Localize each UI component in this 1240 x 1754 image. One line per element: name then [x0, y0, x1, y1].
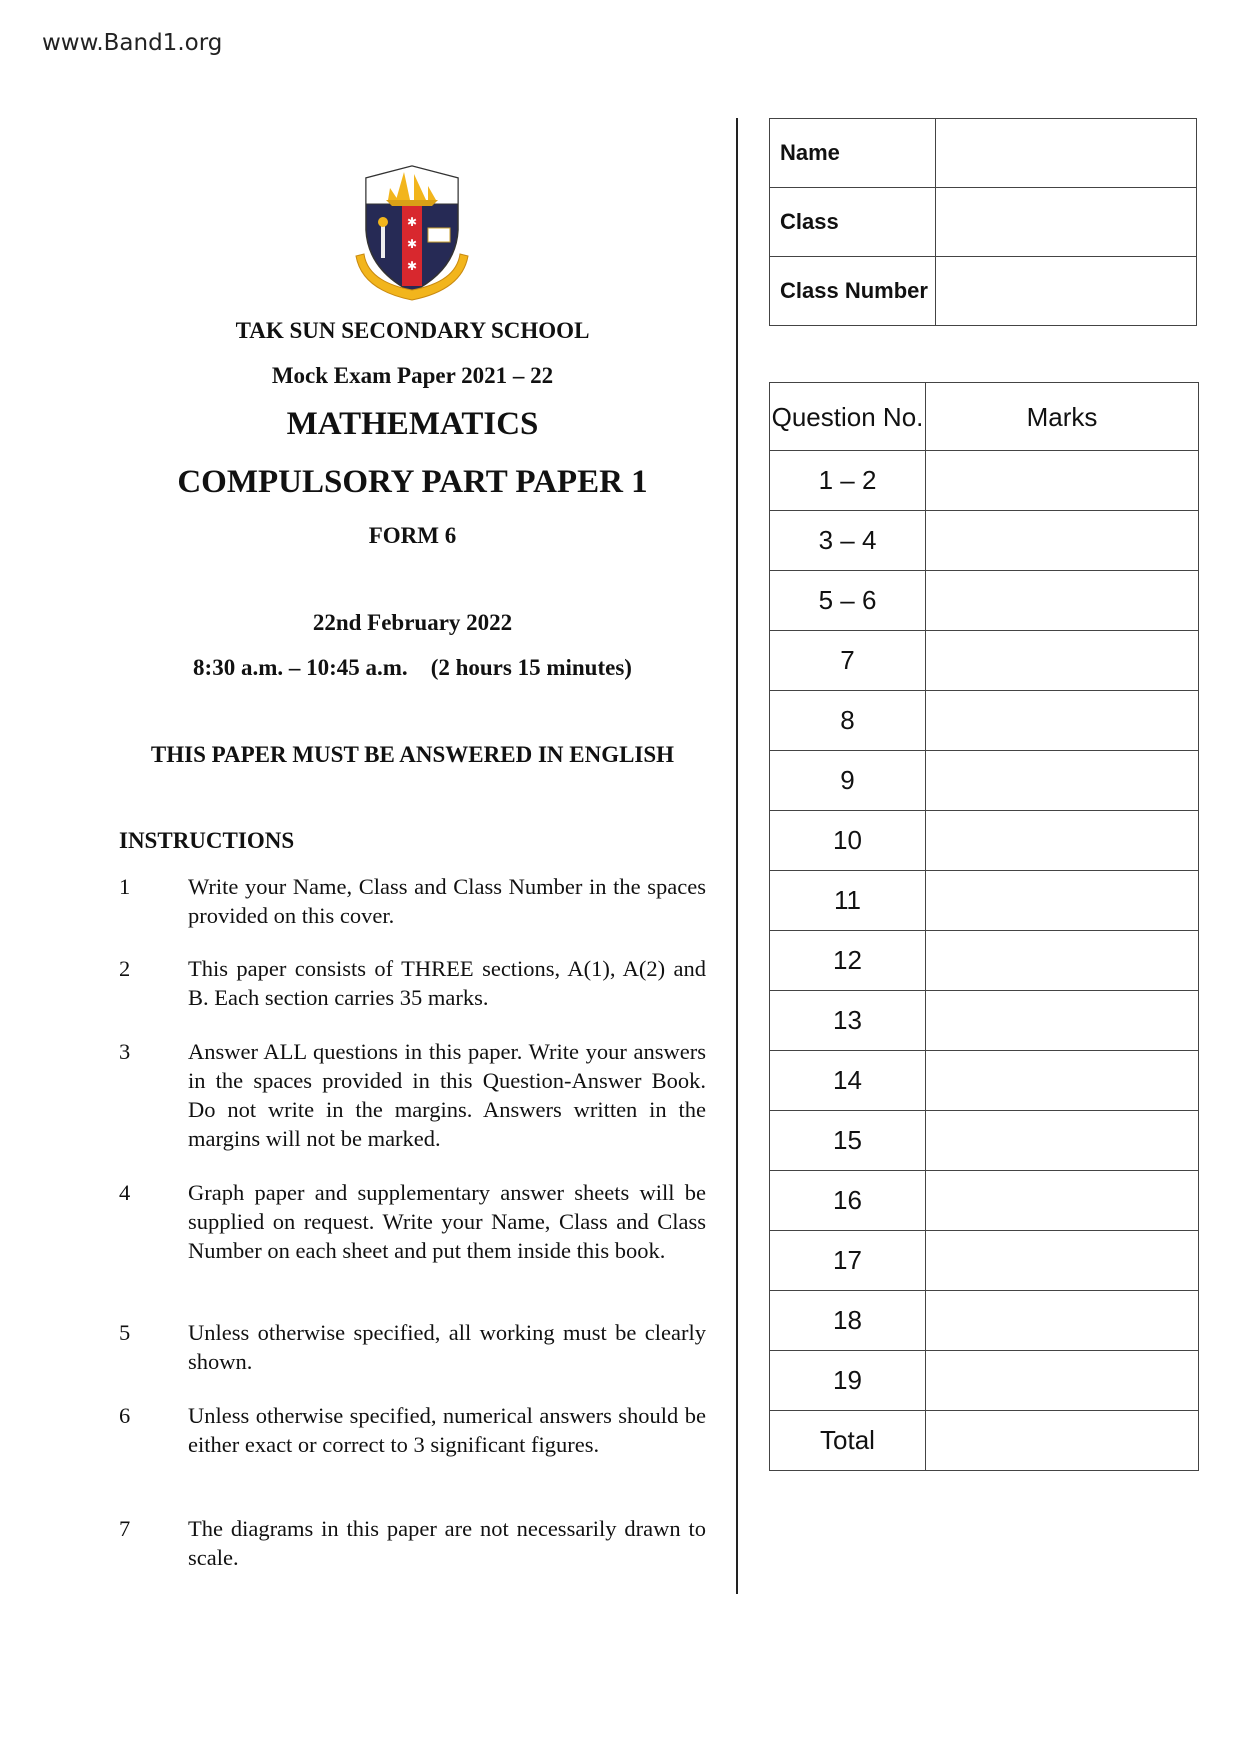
instruction-item	[119, 954, 706, 1012]
instruction-item	[119, 1037, 706, 1153]
question-number: 11	[770, 871, 926, 931]
marks-table	[769, 382, 1199, 1471]
instruction-item	[119, 1178, 706, 1265]
question-number: 7	[770, 631, 926, 691]
class-label: Class	[770, 188, 936, 257]
table-row	[770, 257, 1197, 326]
exam-date: 22nd February 2022	[312, 610, 513, 635]
table-header-row	[770, 383, 1199, 451]
name-field[interactable]	[936, 119, 1197, 188]
instruction-number: 6	[119, 1403, 131, 1428]
marks-cell[interactable]	[926, 1291, 1199, 1351]
svg-text:✱: ✱	[406, 215, 418, 229]
question-number: 5 – 6	[770, 571, 926, 631]
marks-cell[interactable]	[926, 871, 1199, 931]
subject-title: MATHEMATICS	[286, 406, 539, 442]
table-row	[770, 691, 1199, 751]
class-field[interactable]	[936, 188, 1197, 257]
instruction-item	[119, 872, 706, 930]
instruction-text: Unless otherwise specified, all working must be clearly shown.	[188, 1320, 706, 1374]
instruction-text: The diagrams in this paper are not necessarily drawn to scale.	[188, 1516, 706, 1570]
marks-cell[interactable]	[926, 1051, 1199, 1111]
instruction-item	[119, 1318, 706, 1376]
instruction-text: This paper consists of THREE sections, A(1), A(2) and B. Each section carries 35 marks.	[188, 956, 706, 1010]
table-row	[770, 1111, 1199, 1171]
name-label: Name	[770, 119, 936, 188]
marks-cell[interactable]	[926, 1411, 1199, 1471]
instruction-number: 2	[119, 956, 131, 981]
instruction-number: 7	[119, 1516, 131, 1541]
question-number: 8	[770, 691, 926, 751]
time-range: 8:30 a.m. – 10:45 a.m.	[193, 655, 408, 680]
table-row	[770, 188, 1197, 257]
watermark: www.Band1.org	[42, 30, 223, 56]
instruction-item	[119, 1514, 706, 1572]
table-row	[770, 1411, 1199, 1471]
marks-cell[interactable]	[926, 1231, 1199, 1291]
table-row	[770, 451, 1199, 511]
instruction-number: 5	[119, 1320, 131, 1345]
question-number: 12	[770, 931, 926, 991]
question-number: 10	[770, 811, 926, 871]
marks-cell[interactable]	[926, 1171, 1199, 1231]
marks-cell[interactable]	[926, 451, 1199, 511]
question-number: 14	[770, 1051, 926, 1111]
instructions-title: INSTRUCTIONS	[119, 828, 295, 853]
duration: (2 hours 15 minutes)	[430, 655, 632, 680]
instruction-text: Answer ALL questions in this paper. Write your answers in the spaces provided in this Question-Answer Book. Do not write in the margins. Answers written in the margins will not be marked.	[188, 1039, 706, 1151]
instruction-number: 4	[119, 1180, 131, 1205]
question-number: 9	[770, 751, 926, 811]
table-row	[770, 1291, 1199, 1351]
marks-cell[interactable]	[926, 571, 1199, 631]
table-row	[770, 991, 1199, 1051]
table-row	[770, 1231, 1199, 1291]
instruction-item	[119, 1401, 706, 1459]
table-row	[770, 931, 1199, 991]
svg-text:✱: ✱	[406, 259, 418, 273]
marks-cell[interactable]	[926, 511, 1199, 571]
student-info-table	[769, 118, 1197, 326]
question-number: 16	[770, 1171, 926, 1231]
form-label: FORM 6	[368, 523, 457, 548]
question-number: 19	[770, 1351, 926, 1411]
paper-title: COMPULSORY PART PAPER 1	[177, 464, 648, 500]
class-number-label: Class Number	[770, 257, 936, 326]
question-no-header: Question No.	[770, 383, 926, 451]
marks-cell[interactable]	[926, 931, 1199, 991]
marks-cell[interactable]	[926, 1351, 1199, 1411]
table-row	[770, 811, 1199, 871]
marks-cell[interactable]	[926, 691, 1199, 751]
table-row	[770, 571, 1199, 631]
question-number: 13	[770, 991, 926, 1051]
table-row	[770, 631, 1199, 691]
school-crest-logo	[352, 160, 472, 306]
question-number: 3 – 4	[770, 511, 926, 571]
school-name: TAK SUN SECONDARY SCHOOL	[235, 318, 590, 343]
instruction-number: 1	[119, 874, 131, 899]
table-row	[770, 871, 1199, 931]
table-row	[770, 1051, 1199, 1111]
table-row	[770, 511, 1199, 571]
language-notice: THIS PAPER MUST BE ANSWERED IN ENGLISH	[150, 742, 675, 767]
marks-cell[interactable]	[926, 751, 1199, 811]
svg-text:✱: ✱	[406, 237, 418, 251]
instruction-text: Write your Name, Class and Class Number in the spaces provided on this cover.	[188, 874, 706, 928]
table-row	[770, 751, 1199, 811]
marks-cell[interactable]	[926, 1111, 1199, 1171]
marks-header: Marks	[926, 383, 1199, 451]
marks-cell[interactable]	[926, 631, 1199, 691]
question-number: 18	[770, 1291, 926, 1351]
instruction-number: 3	[119, 1039, 131, 1064]
question-number: 1 – 2	[770, 451, 926, 511]
column-divider	[736, 118, 738, 1594]
table-row	[770, 1351, 1199, 1411]
exam-title: Mock Exam Paper 2021 – 22	[271, 363, 554, 388]
instruction-text: Graph paper and supplementary answer sheets will be supplied on request. Write your Name, Class and Class Number on each sheet and put them inside this book.	[188, 1180, 706, 1263]
instruction-text: Unless otherwise specified, numerical answers should be either exact or correct to 3 significant figures.	[188, 1403, 706, 1457]
question-number: Total	[770, 1411, 926, 1471]
question-number: 15	[770, 1111, 926, 1171]
question-number: 17	[770, 1231, 926, 1291]
table-row	[770, 1171, 1199, 1231]
marks-cell[interactable]	[926, 991, 1199, 1051]
table-row	[770, 119, 1197, 188]
class-number-field[interactable]	[936, 257, 1197, 326]
marks-cell[interactable]	[926, 811, 1199, 871]
exam-time	[100, 655, 725, 681]
